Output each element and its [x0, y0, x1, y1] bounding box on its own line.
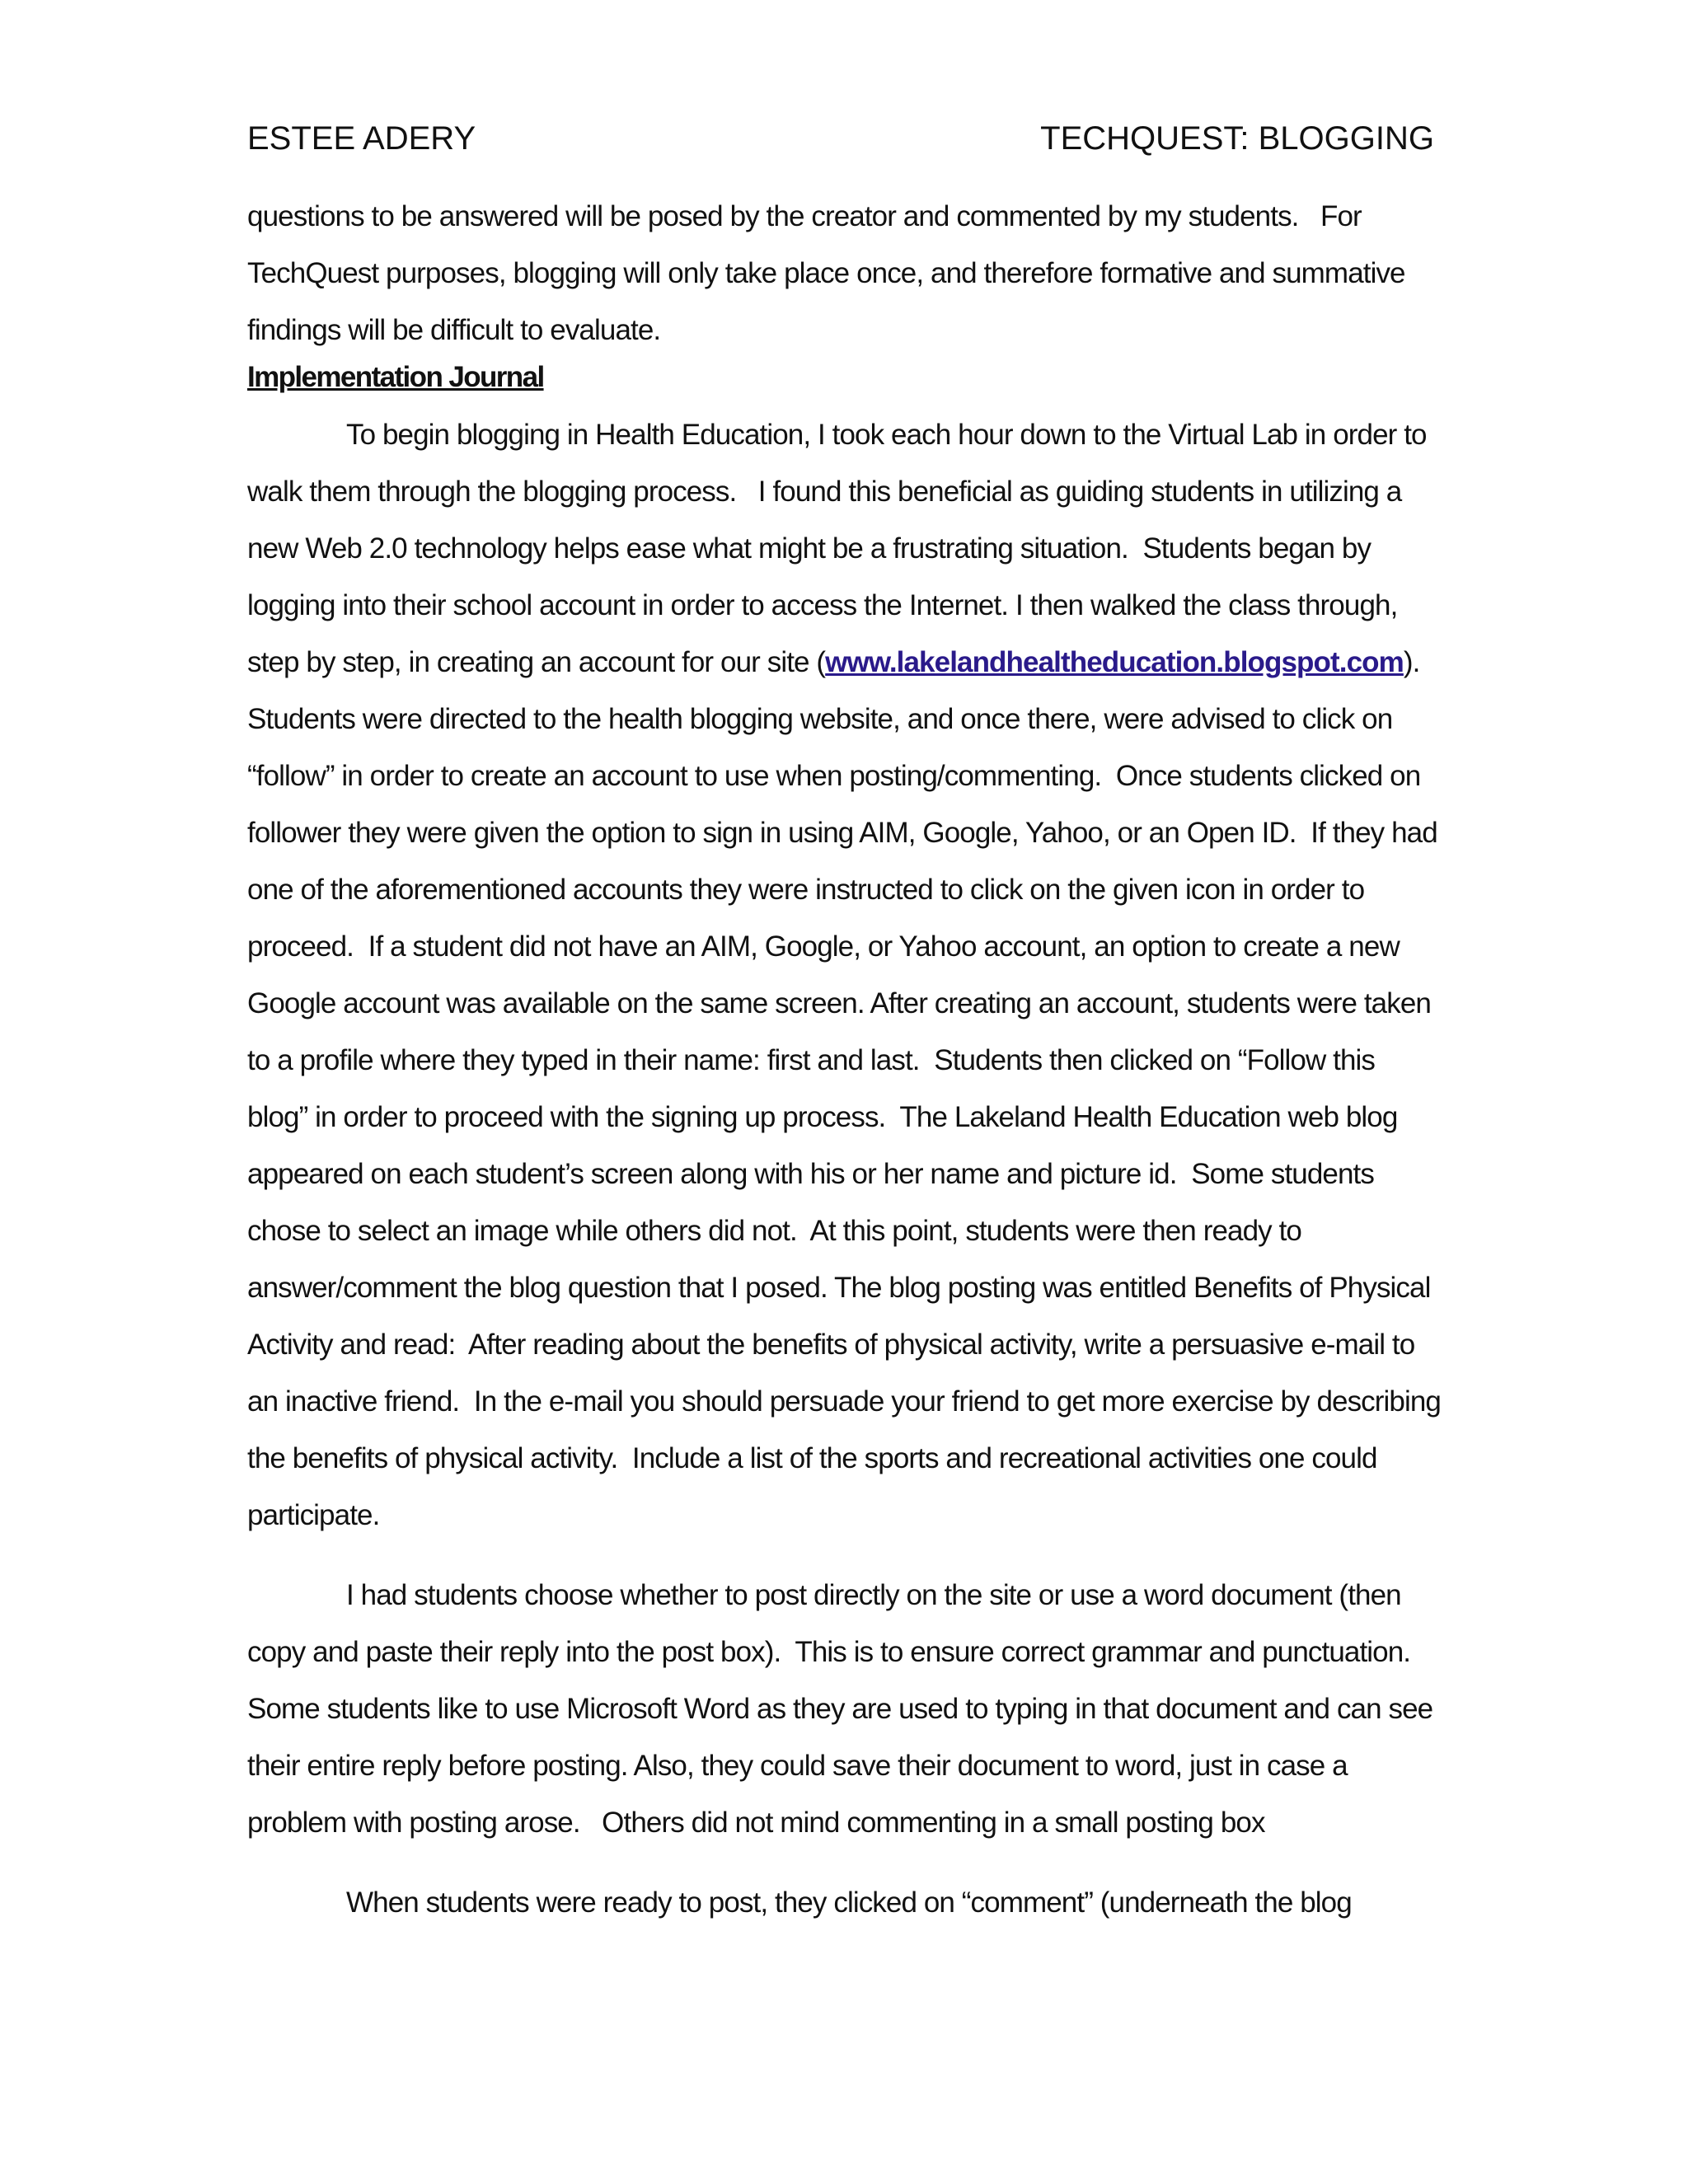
paragraph-1-text-after-link: ). Students were directed to the health blogging website, and once there, were advised to click on “follow” in order to create an account to use when posting/commenting. Once students clicked on follower they were given the option to sign in using AIM, Google, Yahoo, or an Open ID. If they had one of the aforementioned accounts they were instructed to click on the given icon in order to proceed. If a student did not have an AIM, Google, or Yahoo account, an option to create a new Google account was available on the same screen. After creating an account, students were taken to a profile where they typed in their name: first and last. Students then clicked on “Follow this blog” in order to proceed with the signing up process. The Lakeland Health Education web blog appeared on each student’s screen along with his or her name and picture id. Some students chose to select an image while others did not. At this point, students were then ready to answer/comment the blog question that I posed. The blog posting was entitled Benefits of Physical Activity and read: After reading about the benefits of physical activity, write a persuasive e-mail to an inactive friend. In the e-mail you should persuade your friend to get more exercise by describing the benefits of physical activity. Include a list of the sports and recreational activities one could participate. — [247, 646, 1448, 1531]
paragraph-1 — [247, 406, 1448, 1544]
section-heading: Implementation Journal — [247, 361, 544, 393]
paragraph-1-text-before-link: To begin blogging in Health Education, I took each hour down to the Virtual Lab in order to walk them through the blogging process. I found this beneficial as guiding students in utilizing a new Web 2.0 technology helps ease what might be a frustrating situation. Students began by logging into their school account in order to access the Internet. I then walked the class through, step by step, in creating an account for our site ( — [247, 419, 1434, 678]
header-author: ESTEE ADERY — [247, 120, 476, 157]
intro-paragraph: questions to be answered will be posed by the creator and commented by my students. For TechQuest purposes, blogging will only take place once, and therefore formative and summative findings will be difficult to evaluate. — [247, 200, 1413, 346]
document-body — [247, 188, 1448, 1931]
paragraph-2: I had students choose whether to post directly on the site or use a word document (then copy and paste their reply into the post box). This is to ensure correct grammar and punctuation. Some students like to use Microsoft Word as they are used to typing in that document and can see their entire reply before posting. Also, they could save their document to word, just in case a problem with posting arose. Others did not mind commenting in a small posting box — [247, 1579, 1441, 1839]
blog-site-link[interactable]: www.lakelandhealtheducation.blogspot.com — [825, 646, 1404, 678]
page-header — [247, 114, 1434, 163]
paragraph-3: When students were ready to post, they clicked on “comment” (underneath the blog — [346, 1886, 1352, 1919]
header-title: TECHQUEST: BLOGGING — [1040, 120, 1434, 157]
